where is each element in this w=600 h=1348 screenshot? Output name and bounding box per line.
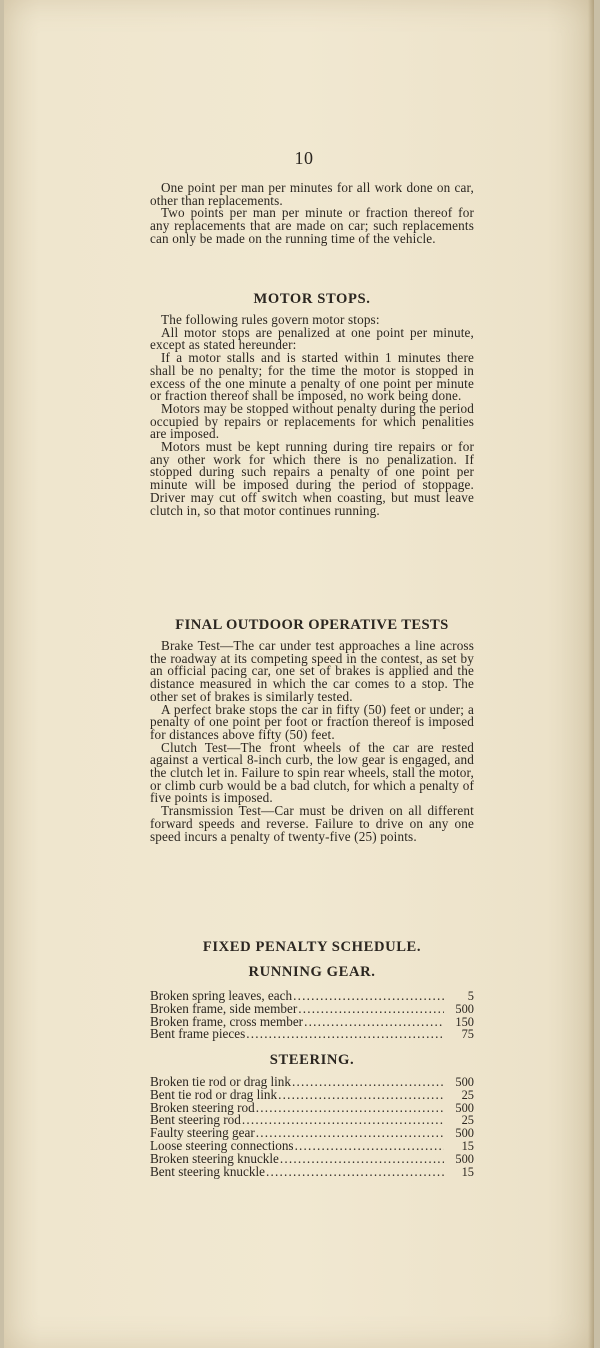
schedule-heading: FIXED PENALTY SCHEDULE. [202,939,422,955]
list-item: Bent tie rod or drag link ..... 25 [150,1089,474,1102]
list-item: Broken steering rod ..... 500 [150,1102,474,1115]
book-page [4,0,594,1348]
list-item: Faulty steering gear ..... 500 [150,1127,474,1140]
list-item: Broken frame, side member ..... 500 [150,1003,474,1016]
list-item: Broken tie rod or drag link ..... 500 [150,1076,474,1089]
paragraph: Brake Test—The car under test approaches a line across the roadway at its competing speed in the contest, as set by an official pacing car, one set of brakes is applied and the distance measured in which the car comes to a stop. The other set of brakes is similarly tested. [150,638,474,704]
steering-heading-block [150,1052,474,1069]
paragraph: A perfect brake stops the car in fifty (50) feet or under; a penalty of one point per foot or fraction thereof is imposed for distances above fifty (50) feet. [150,701,474,742]
running-gear-heading: RUNNING GEAR. [248,964,376,980]
list-item: Broken steering knuckle ..... 500 [150,1153,474,1166]
list-item: Bent frame pieces ..... 75 [150,1028,474,1041]
paragraph: Clutch Test—The front wheels of the car are rested against a vertical 8-inch curb, the low gear is engaged, and the clutch let in. Failure to spin rear wheels, stall the motor, or climb curb would be a bad clutch, for which a penalty of five points is imposed. [150,739,474,806]
list-item: Broken spring leaves, each ..... 5 [150,990,474,1003]
paragraph: Motors may be stopped without penalty during the period occupied by repairs or replacements for which penalities are imposed. [150,400,474,442]
paragraph: Transmission Test—Car must be driven on all different forward speeds and reverse. Failure to drive on any one speed incurs a penalty of twenty-five (25) points. [150,803,474,844]
steering-heading: STEERING. [269,1052,355,1068]
paragraph: Motors must be kept running during tire repairs or for any other work for which there is no penalization. If stopped during such repairs a penalty of one point per minute will be imposed during the period of stoppage. Driver may cut off switch when coasting, but must leave clutch in, so that motor continues running. [150,439,474,518]
steering-list [150,1076,474,1178]
page-number: 10 [294,148,314,168]
paragraph: Two points per man per minute or fraction thereof for any replacements that are made on car; such replacements can only be made on the running time of the vehicle. [150,205,474,246]
paragraph: One point per man per minutes for all work done on car, other than replacements. [150,180,474,208]
paragraph: If a motor stalls and is started within 1 minutes there shall be no penalty; for the time the motor is stopped in excess of the one minute a penalty of one point per minute or fraction thereof shall be imposed, no work being done. [150,350,474,404]
section-heading: MOTOR STOPS. [253,291,371,307]
intro-section [150,182,474,246]
running-gear-list [150,990,474,1041]
paragraph: The following rules govern motor stops: [161,312,380,327]
list-item: Loose steering connections ..... 15 [150,1140,474,1153]
penalty-schedule-heading-block [150,939,474,981]
list-item: Broken frame, cross member ..... 150 [150,1016,474,1029]
list-item: Bent steering rod ..... 25 [150,1114,474,1127]
list-item: Bent steering knuckle ..... 15 [150,1166,474,1179]
outdoor-tests-section [150,617,474,843]
paragraph: All motor stops are penalized at one point per minute, except as stated hereunder: [150,324,474,353]
section-heading: FINAL OUTDOOR OPERATIVE TESTS [175,617,449,633]
motor-stops-section [150,291,474,517]
